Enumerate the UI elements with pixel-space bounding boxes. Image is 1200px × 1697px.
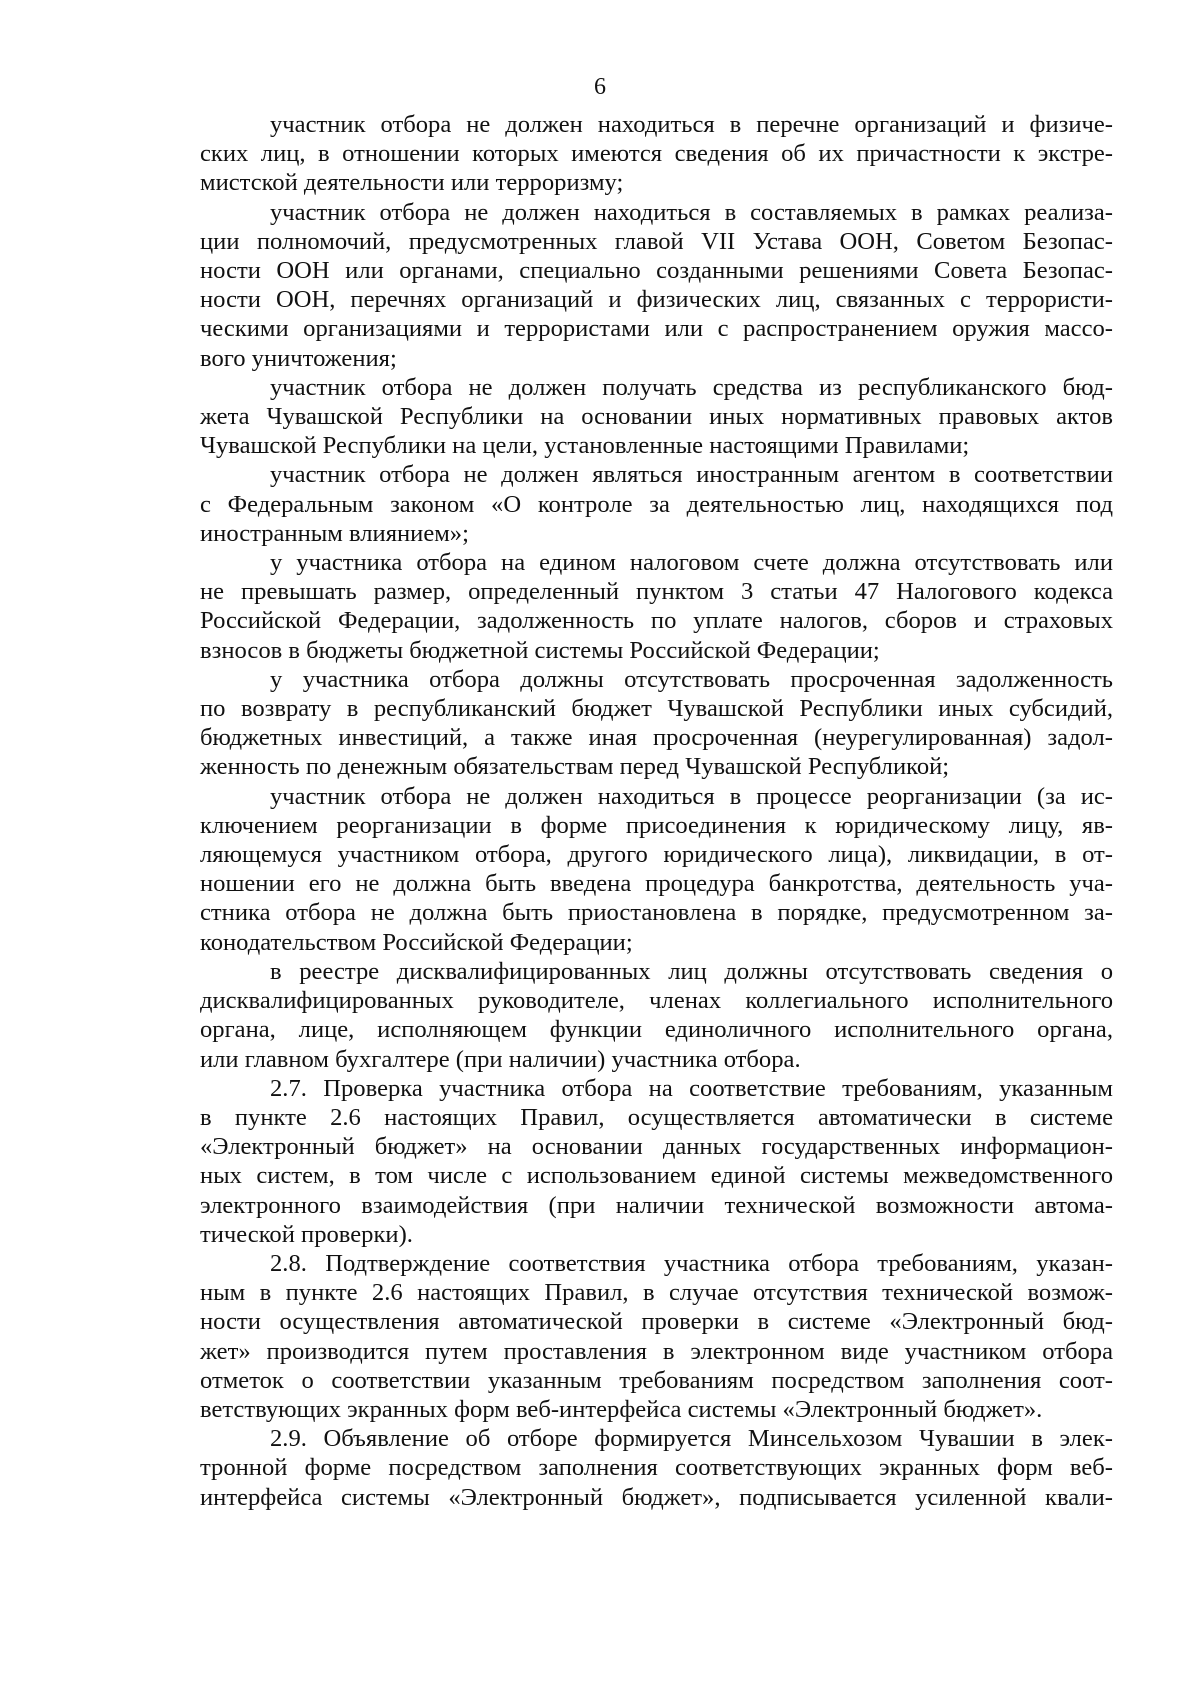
- text-line: ности осуществления автоматической проверки в системе «Электронный бюд-: [200, 1308, 1113, 1336]
- text-line: жет» производится путем проставления в электронном виде участником отбора: [200, 1337, 1113, 1365]
- paragraph: [200, 460, 1113, 548]
- text-line: ношении его не должна быть введена процедура банкротства, деятельность уча-: [200, 870, 1113, 898]
- text-line: ности ООН, перечнях организаций и физических лиц, связанных с террористи-: [200, 286, 1113, 314]
- text-line: 2.9. Объявление об отборе формируется Минсельхозом Чувашии в элек-: [270, 1425, 1113, 1453]
- paragraph: [200, 665, 1113, 782]
- text-line: интерфейса системы «Электронный бюджет», подписывается усиленной квали-: [200, 1483, 1113, 1511]
- text-line: дисквалифицированных руководителе, членах коллегиального исполнительного: [200, 987, 1113, 1015]
- text-line: конодательством Российской Федерации;: [200, 928, 633, 956]
- text-line: женность по денежным обязательствам перед Чувашской Республикой;: [200, 753, 950, 781]
- text-line: стника отбора не должна быть приостановлена в порядке, предусмотренном за-: [200, 899, 1113, 927]
- text-line: бюджетных инвестиций, а также иная просроченная (неурегулированная) задол-: [200, 724, 1113, 752]
- text-line: электронного взаимодействия (при наличии технической возможности автома-: [200, 1191, 1113, 1219]
- document-body: [200, 110, 1113, 1512]
- text-line: 2.8. Подтверждение соответствия участника отбора требованиям, указан-: [270, 1249, 1113, 1277]
- text-line: взносов в бюджеты бюджетной системы Российской Федерации;: [200, 636, 880, 664]
- paragraph: [200, 198, 1113, 373]
- text-line: ветствующих экранных форм веб-интерфейса системы «Электронный бюджет».: [200, 1395, 1043, 1423]
- paragraph: [200, 1074, 1113, 1249]
- paragraph: [200, 548, 1113, 665]
- text-line: «Электронный бюджет» на основании данных государственных информацион-: [200, 1133, 1113, 1161]
- paragraph: [200, 782, 1113, 957]
- text-line: участник отбора не должен находиться в перечне организаций и физиче-: [270, 111, 1113, 138]
- text-line: с Федеральным законом «О контроле за деятельностью лиц, находящихся под: [200, 490, 1113, 518]
- text-line: или главном бухгалтере (при наличии) участника отбора.: [200, 1045, 801, 1073]
- text-line: не превышать размер, определенный пунктом 3 статьи 47 Налогового кодекса: [200, 578, 1113, 606]
- text-line: ских лиц, в отношении которых имеются сведения об их причастности к экстре-: [200, 140, 1113, 168]
- text-line: Российской Федерации, задолженность по уплате налогов, сборов и страховых: [200, 607, 1113, 635]
- text-line: вого уничтожения;: [200, 344, 397, 372]
- text-line: ности ООН или органами, специально созданными решениями Совета Безопас-: [200, 257, 1113, 285]
- text-line: тронной форме посредством заполнения соответствующих экранных форм веб-: [200, 1454, 1113, 1482]
- text-line: Чувашской Республики на цели, установленные настоящими Правилами;: [200, 432, 970, 460]
- text-line: 2.7. Проверка участника отбора на соответствие требованиям, указанным: [270, 1074, 1113, 1102]
- text-line: в пункте 2.6 настоящих Правил, осуществляется автоматически в системе: [200, 1103, 1113, 1131]
- text-line: ключением реорганизации в форме присоединения к юридическому лицу, яв-: [200, 811, 1113, 839]
- text-line: жета Чувашской Республики на основании иных нормативных правовых актов: [200, 403, 1113, 431]
- text-line: ляющемуся участником отбора, другого юридического лица), ликвидации, в от-: [200, 841, 1113, 869]
- text-line: иностранным влиянием»;: [200, 519, 469, 547]
- text-line: у участника отбора на едином налоговом счете должна отсутствовать или: [270, 549, 1113, 577]
- text-line: органа, лице, исполняющем функции единоличного исполнительного органа,: [200, 1016, 1113, 1044]
- paragraph: [200, 373, 1113, 461]
- text-line: в реестре дисквалифицированных лиц должны отсутствовать сведения о: [270, 957, 1113, 985]
- page-number: 6: [594, 74, 606, 100]
- paragraph: [200, 957, 1113, 1074]
- text-line: ным в пункте 2.6 настоящих Правил, в случае отсутствия технической возмож-: [200, 1279, 1113, 1307]
- text-line: у участника отбора должны отсутствовать просроченная задолженность: [270, 665, 1113, 693]
- paragraph: [200, 1424, 1113, 1512]
- text-line: ции полномочий, предусмотренных главой VII Устава ООН, Советом Безопас-: [200, 227, 1113, 255]
- paragraph: [200, 110, 1113, 198]
- text-line: участник отбора не должен находиться в процессе реорганизации (за ис-: [270, 782, 1113, 810]
- text-line: отметок о соответствии указанным требованиям посредством заполнения соот-: [200, 1366, 1113, 1394]
- text-line: мистской деятельности или терроризму;: [200, 169, 624, 197]
- text-line: участник отбора не должен находиться в составляемых в рамках реализа-: [270, 198, 1113, 226]
- text-line: тической проверки).: [200, 1220, 413, 1248]
- text-line: участник отбора не должен являться иностранным агентом в соответствии: [270, 461, 1113, 489]
- text-line: ческими организациями и террористами или с распространением оружия массо-: [200, 315, 1113, 343]
- paragraph: [200, 1249, 1113, 1424]
- text-line: участник отбора не должен получать средства из республиканского бюд-: [270, 373, 1113, 401]
- text-line: ных систем, в том числе с использованием единой системы межведомственного: [200, 1162, 1113, 1190]
- text-line: по возврату в республиканский бюджет Чувашской Республики иных субсидий,: [200, 695, 1113, 723]
